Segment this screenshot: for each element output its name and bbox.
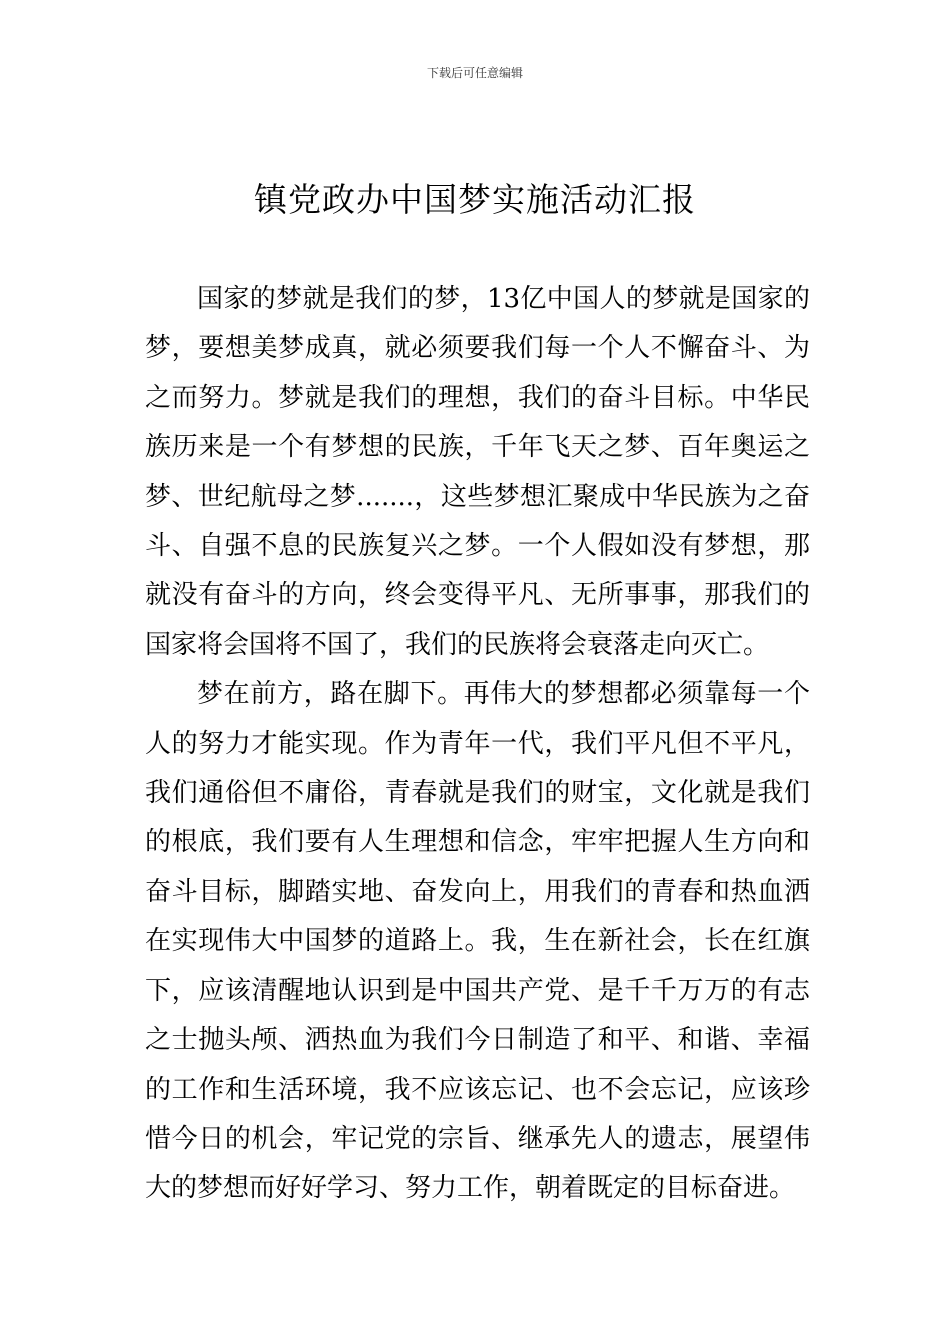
header-note: 下载后可任意编辑: [426, 66, 523, 80]
paragraph-2: 梦在前方，路在脚下。再伟大的梦想都必须靠每一个人的努力才能实现。作为青年一代，我们平凡但不平凡，我们通俗但不庸俗，青春就是我们的财宝，文化就是我们的根底，我们要有人生理想和信念，牢牢把握人生方向和奋斗目标，脚踏实地、奋发向上，用我们的青春和热血洒在实现伟大中国梦的道路上。我，生在新社会，长在红旗下，应该清醒地认识到是中国共产党、是千千万万的有志之士抛头颅、洒热血为我们今日制造了和平、和谐、幸福的工作和生活环境，我不应该忘记、也不会忘记，应该珍惜今日的机会，牢记党的宗旨、继承先人的遗志，展望伟大的梦想而好好学习、努力工作，朝着既定的目标奋进。: [145, 679, 810, 1204]
paragraph-1: 国家的梦就是我们的梦，13亿中国人的梦就是国家的梦，要想美梦成真，就必须要我们每一个人不懈奋斗、为之而努力。梦就是我们的理想，我们的奋斗目标。中华民族历来是一个有梦想的民族，千年飞天之梦、百年奥运之梦、世纪航母之梦.......，这些梦想汇聚成中华民族为之奋斗、自强不息的民族复兴之梦。一个人假如没有梦想，那就没有奋斗的方向，终会变得平凡、无所事事，那我们的国家将会国将不国了，我们的民族将会衰落走向灭亡。: [145, 284, 810, 660]
document-title: 镇党政办中国梦实施活动汇报: [254, 180, 696, 219]
document-body: [145, 275, 810, 1214]
